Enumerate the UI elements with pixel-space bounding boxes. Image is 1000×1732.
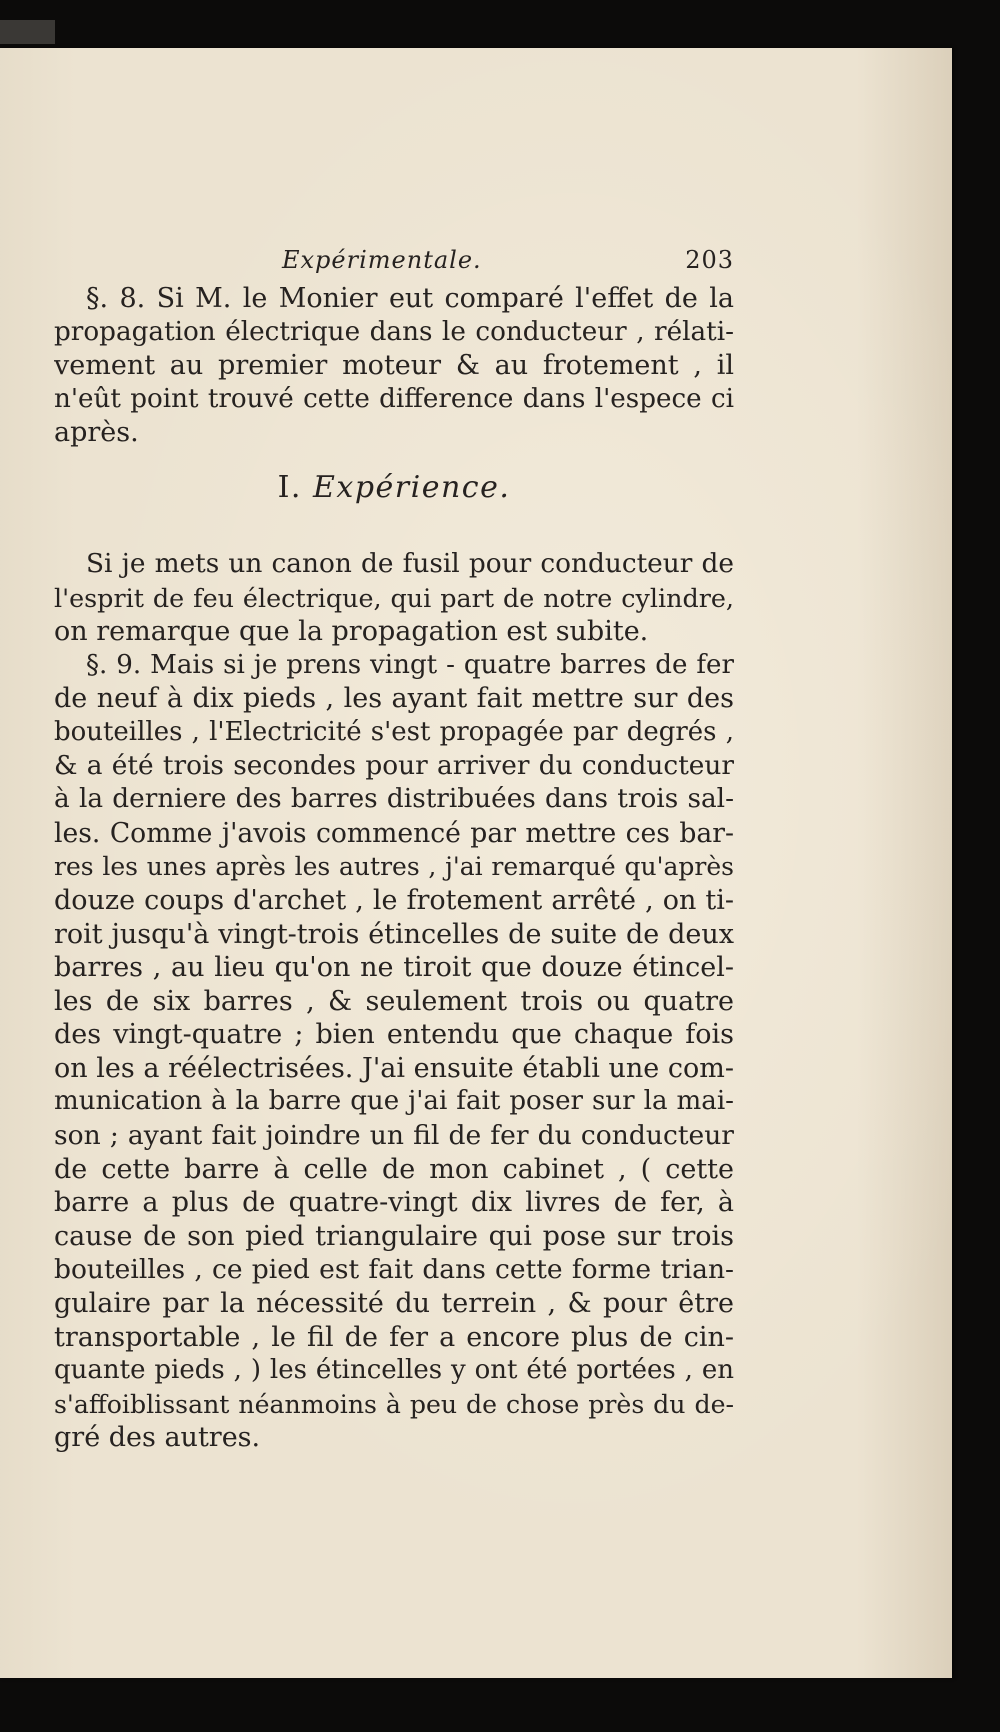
text-line: n'eût point trouvé cette difference dans l'espece ci: [54, 383, 734, 414]
text-line: on les a réélectrisées. J'ai ensuite établi une com-: [54, 1052, 734, 1084]
text-line: transportable , le fil de fer a encore plus de cin-: [54, 1321, 734, 1353]
text-line: les de six barres , & seulement trois ou quatre: [54, 985, 734, 1017]
text-line: roit jusqu'à vingt-trois étincelles de suite de deux: [54, 918, 734, 950]
text-line: gré des autres.: [54, 1422, 261, 1454]
running-title: Expérimentale.: [282, 246, 482, 274]
text-line: douze coups d'archet , le frotement arrêté , on ti-: [54, 884, 734, 916]
text-line: son ; ayant fait joindre un fil de fer du conducteur: [54, 1120, 734, 1152]
text-line: cause de son pied triangulaire qui pose sur trois: [54, 1220, 734, 1252]
running-header: [54, 246, 734, 282]
text-line: s'affoiblissant néanmoins à peu de chose près du de-: [54, 1389, 734, 1419]
text-line: bouteilles , ce pied est fait dans cette forme trian-: [54, 1254, 734, 1286]
text-line: les. Comme j'avois commencé par mettre ces bar-: [54, 817, 734, 849]
paragraph-section-9: [54, 649, 734, 1455]
heading-number: I.: [277, 469, 302, 505]
text-line: de cette barre à celle de mon cabinet , ( cette: [54, 1153, 734, 1185]
text-line: des vingt-quatre ; bien entendu que chaque fois: [54, 1019, 734, 1051]
text-line: gulaire par la nécessité du terrein , & pour être: [54, 1288, 734, 1320]
heading-text: Expérience.: [313, 469, 511, 505]
text-line: vement au premier moteur & au frotement , il: [54, 350, 734, 382]
text-line: & a été trois secondes pour arriver du conducteur: [54, 750, 734, 781]
text-line: barres , au lieu qu'on ne tiroit que douze étincel-: [54, 952, 734, 984]
text-block: [54, 246, 734, 1455]
page-edge-tab: [0, 20, 55, 44]
text-line: §. 9. Mais si je prens vingt - quatre barres de fer: [86, 649, 734, 680]
text-line: à la derniere des barres distribuées dans trois sal-: [54, 784, 734, 815]
paragraph-section-8: [54, 282, 734, 450]
book-page: [0, 48, 952, 1678]
text-line: barre a plus de quatre-vingt dix livres de fer, à: [54, 1187, 734, 1219]
text-line: quante pieds , ) les étincelles y ont été portées , en: [54, 1355, 734, 1386]
text-line: Si je mets un canon de fusil pour conducteur de: [86, 548, 734, 579]
section-heading: [54, 468, 734, 508]
text-line: après.: [54, 417, 139, 449]
page-number: 203: [685, 246, 734, 274]
text-line: l'esprit de feu électrique, qui part de notre cylindre,: [54, 582, 734, 613]
text-line: propagation électrique dans le conducteur , rélati-: [54, 316, 734, 347]
text-line: res les unes après les autres , j'ai remarqué qu'après: [54, 852, 734, 882]
text-line: on remarque que la propagation est subite.: [54, 616, 649, 648]
text-line: bouteilles , l'Electricité s'est propagée par degrés ,: [54, 716, 734, 747]
text-line: de neuf à dix pieds , les ayant fait mettre sur des: [54, 683, 734, 715]
text-line: munication à la barre que j'ai fait poser sur la mai-: [54, 1086, 734, 1117]
text-line: §. 8. Si M. le Monier eut comparé l'effet de la: [86, 283, 734, 314]
paragraph-experience: [54, 548, 734, 649]
